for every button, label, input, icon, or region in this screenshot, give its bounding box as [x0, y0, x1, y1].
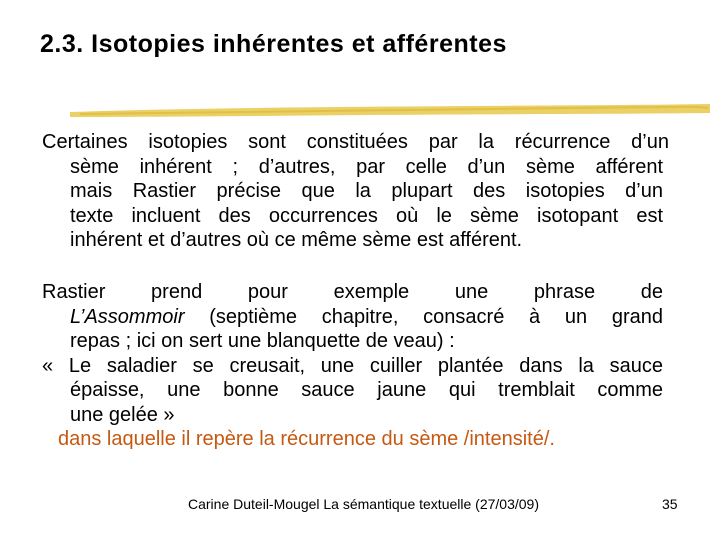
paragraph-line: repas ; ici on sert une blanquette de veau) :	[70, 330, 455, 352]
quote-line: une gelée »	[70, 403, 175, 426]
book-title: L’Assommoir	[70, 305, 185, 328]
paragraph-line: sème inhérent ; d’autres, par celle d’un sème afférent	[70, 155, 663, 178]
footer-credit: Carine Duteil-Mougel La sémantique textuelle (27/03/09)	[188, 496, 539, 512]
title-underline-rule	[70, 100, 710, 120]
paragraph-example	[42, 280, 692, 452]
paragraph-line	[42, 305, 663, 330]
conclusion-line: dans laquelle il repère la récurrence du sème /intensité/.	[58, 428, 555, 450]
paragraph-line: Certaines isotopies sont constituées par la récurrence d’un	[42, 131, 669, 153]
quote-line: « Le saladier se creusait, une cuiller plantée dans la sauce	[42, 354, 663, 377]
paragraph-line: Rastier prend pour exemple une phrase de	[42, 281, 663, 303]
slide-title: 2.3. Isotopies inhérentes et afférentes	[40, 30, 507, 58]
paragraph-line: mais Rastier précise que la plupart des isotopies d’un	[70, 180, 663, 202]
paragraph-line: inhérent et d’autres où ce même sème est afférent.	[70, 229, 523, 251]
paragraph-line: texte incluent des occurrences où le sème isotopant est	[70, 204, 663, 227]
quote-line: épaisse, une bonne sauce jaune qui tremblait comme	[70, 379, 663, 401]
paragraph-isotopies	[42, 130, 692, 253]
page-number: 35	[662, 496, 678, 512]
paragraph-line-rest: (septième chapitre, consacré à un grand	[184, 305, 663, 328]
